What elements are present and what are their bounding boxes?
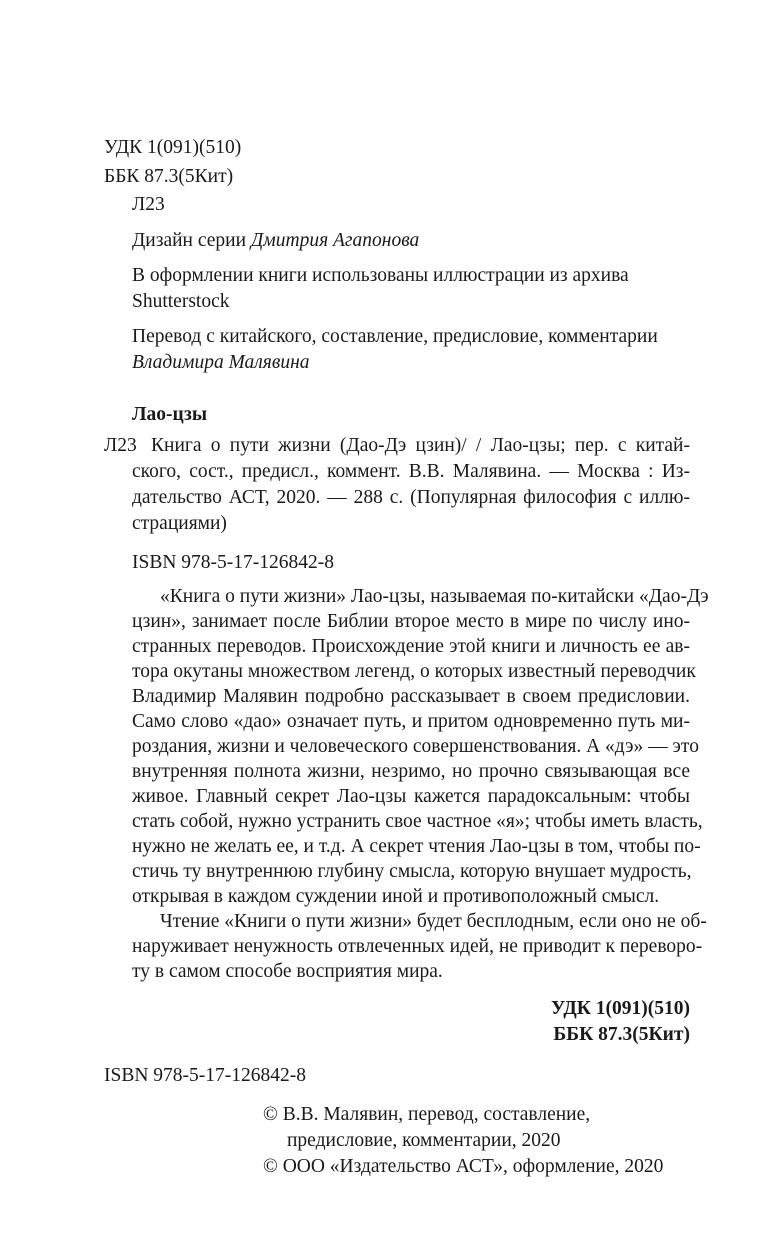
annotation-line: Само слово «дао» означает путь, и притом одновременно путь ми-: [132, 711, 690, 732]
annotation-line: живое. Главный секрет Лао-цзы кажется парадоксальным: чтобы: [132, 786, 690, 807]
annotation-line: внутренняя полнота жизни, незримо, но прочно связывающая все: [132, 761, 690, 782]
series-designer-name: Дмитрия Агапонова: [250, 230, 420, 251]
annotation-line: роздания, жизни и человеческого совершенствования. А «дэ» — это: [132, 736, 699, 757]
series-design-credit: [132, 228, 419, 254]
annotation-line: тора окутаны множеством легенд, о которых известный переводчик: [132, 661, 696, 682]
annotation-line: ту в самом способе восприятия мира.: [132, 961, 443, 982]
bbk-code-bottom: ББК 87.3(5Кит): [553, 1024, 690, 1045]
translation-credit: Перевод с китайского, составление, предисловие, комментарии: [132, 326, 658, 347]
copyright-translator: © В.В. Малявин, перевод, составление,: [263, 1104, 591, 1125]
annotation-line: цзин», занимает после Библии второе место в мире по числу ино-: [132, 611, 690, 632]
copyright-publisher: © ООО «Издательство АСТ», оформление, 2020: [263, 1156, 664, 1177]
catalog-entry-line: страциями): [132, 513, 227, 534]
annotation-line: странных переводов. Происхождение этой книги и личность ее ав-: [132, 636, 690, 657]
series-design-prefix: Дизайн серии: [132, 230, 251, 251]
annotation-line: «Книга о пути жизни» Лао-цзы, называемая по-китайски «Дао-Дэ: [160, 586, 709, 607]
catalog-author-sign: Л23: [104, 435, 137, 456]
annotation-line: Владимир Малявин подробно рассказывает в своем предисловии.: [132, 686, 690, 707]
udk-code-bottom: УДК 1(091)(510): [551, 998, 690, 1019]
annotation-line: нужно не желать ее, и т.д. А секрет чтения Лао-цзы в том, чтобы по-: [132, 836, 701, 857]
annotation-line: стичь ту внутреннюю глубину смысла, которую внушает мудрость,: [132, 861, 692, 882]
catalog-author: Лао-цзы: [132, 404, 208, 425]
isbn-bottom: ISBN 978-5-17-126842-8: [104, 1065, 307, 1086]
translator-name: Владимира Малявина: [132, 352, 310, 373]
illustrations-credit-line-2: Shutterstock: [132, 291, 230, 312]
author-sign-top: Л23: [132, 194, 165, 215]
catalog-entry-line: Книга о пути жизни (Дао-Дэ цзин)/ / Лао-цзы; пер. с китай-: [151, 435, 690, 456]
copyright-translator-cont: предисловие, комментарии, 2020: [287, 1130, 561, 1151]
annotation-line: стать собой, нужно устранить свое частное «я»; чтобы иметь власть,: [132, 811, 703, 832]
annotation-line: наруживает ненужность отвлеченных идей, не приводит к переворо-: [132, 936, 703, 957]
catalog-entry-line: дательство АСТ, 2020. — 288 с. (Популярная философия с иллю-: [132, 487, 690, 508]
catalog-isbn: ISBN 978-5-17-126842-8: [132, 552, 335, 573]
illustrations-credit-line-1: В оформлении книги использованы иллюстрации из архива: [132, 265, 629, 286]
annotation-line: открывая в каждом суждении иной и противоположный смысл.: [132, 886, 660, 907]
udk-code-top: УДК 1(091)(510): [104, 137, 242, 158]
annotation-line: Чтение «Книги о пути жизни» будет бесплодным, если оно не об-: [160, 911, 707, 932]
bbk-code-top: ББК 87.3(5Кит): [104, 166, 234, 187]
catalog-entry-line: ского, сост., предисл., коммент. В.В. Малявина. — Москва : Из-: [132, 461, 690, 482]
